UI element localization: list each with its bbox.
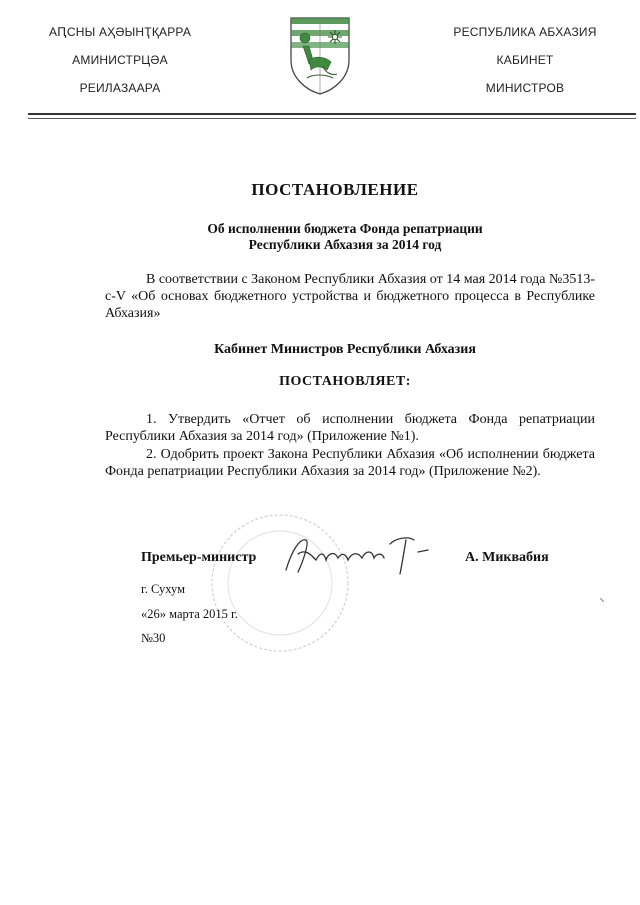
header-right-block xyxy=(425,25,625,109)
decree-items xyxy=(105,411,595,480)
header-left-line-1: АԤСНЫ АҲӘЫНҬҚАРРА xyxy=(48,25,192,39)
header-right-line-1: РЕСПУБЛИКА АБХАЗИЯ xyxy=(453,25,597,39)
issue-date: «26» марта 2015 г. xyxy=(141,607,238,621)
signatory-name: А. Миквабия xyxy=(465,550,549,565)
coat-of-arms-icon xyxy=(289,16,351,96)
header-left-line-2: АМИНИСТРЦӘА xyxy=(72,53,168,67)
header-right-line-3: МИНИСТРОВ xyxy=(485,81,565,95)
preamble-paragraph: В соответствии с Законом Республики Абхазия от 14 мая 2014 года №3513-с-V «Об основах бюджетного устройства и бюджетного процесса в Республике Абхазия» xyxy=(105,272,595,321)
decree-heading: ПОСТАНОВЛЯЕТ: xyxy=(279,374,411,389)
subject-line-2: Республики Абхазия за 2014 год xyxy=(248,237,442,252)
subject-line-1: Об исполнении бюджета Фонда репатриации xyxy=(207,221,483,236)
decree-item-1: 1. Утвердить «Отчет об исполнении бюджета Фонда репатриации Республики Абхазия за 2014 год» (Приложение №1). xyxy=(105,412,595,444)
header-divider-thick xyxy=(28,113,636,115)
document-title: ПОСТАНОВЛЕНИЕ xyxy=(251,180,419,199)
scan-speck-icon xyxy=(600,598,604,602)
header-left-line-3: РЕИЛАЗААРА xyxy=(79,81,161,95)
decree-item-2: 2. Одобрить проект Закона Республики Абхазия «Об исполнении бюджета Фонда репатриации Республики Абхазия за 2014 год» (Приложение №2). xyxy=(105,447,595,479)
header-right-line-2: КАБИНЕТ xyxy=(496,53,554,67)
document-number: №30 xyxy=(141,631,166,645)
document-subject xyxy=(120,221,570,253)
header-divider-thin xyxy=(28,118,636,119)
issue-place: г. Сухум xyxy=(141,582,186,596)
handwritten-signature-icon xyxy=(278,530,438,580)
header-left-block xyxy=(20,25,220,109)
issuing-body: Кабинет Министров Республики Абхазия xyxy=(214,342,476,357)
signatory-title: Премьер-министр xyxy=(141,550,257,565)
